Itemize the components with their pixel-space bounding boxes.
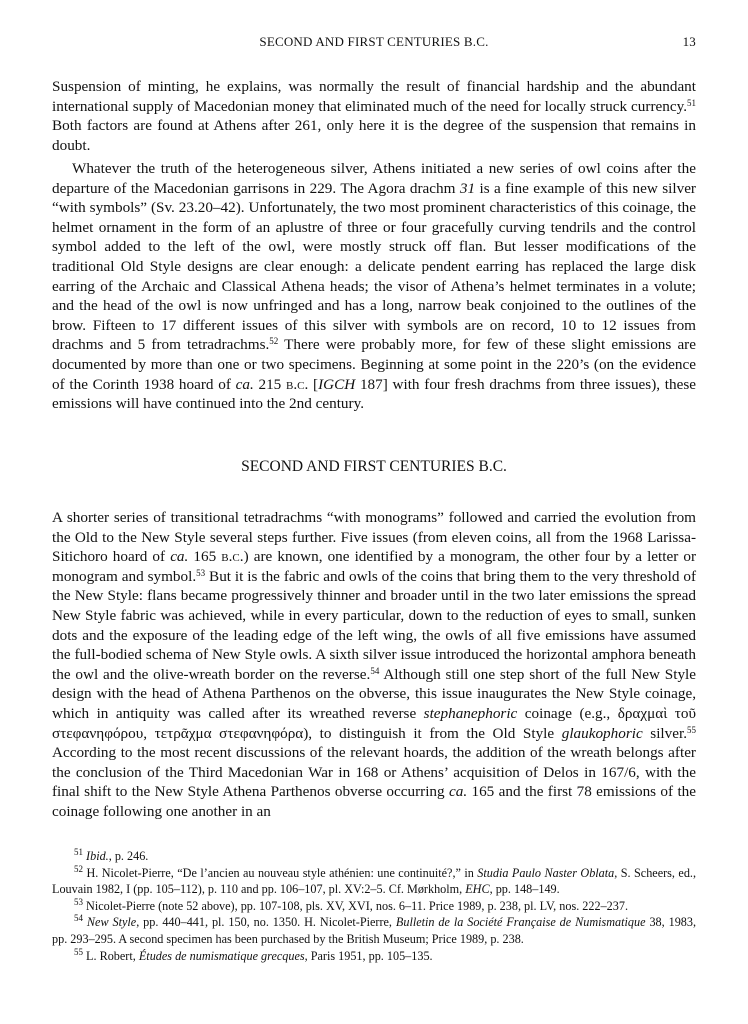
text-run: coinage (e.g., δραχμαὶ τοῦ στεφανηφόρου, τετρᾶχμα στεφανηφόρα), to distinguish it from the Old Style [52,704,696,742]
text-run: 165 and the first 78 emissions of the coinage following one another in an [52,783,696,820]
footnote-number: 52 [74,863,83,874]
small-caps-text: b.c. [286,375,309,393]
footnotes [52,848,696,964]
text-run: , pp. 440–441, pl. 150, no. 1350. H. Nicolet-Pierre, [136,915,396,930]
text-run: silver. [642,724,687,742]
text-run: Whatever the truth of the heterogeneous silver, Athens initiated a new series of owl coins after the departure of the Macedonian garrisons in 229. The Agora drachm [52,160,696,197]
running-title: SECOND AND FIRST CENTURIES B.C. [259,34,489,49]
text-run: , Paris 1951, pp. 105–135. [304,948,433,963]
text-run: H. Nicolet-Pierre, “De l’ancien au nouveau style athénien: une continuité?,” in [83,865,478,880]
text-run: According to the most recent discussions of the relevant hoards, the addition of the wreath belongs after the conclusion of the Third Macedonian War in 168 or Athens’ acquisition of Delos in 167/6, with the final shift to the New Style Athena Parthenos obverse occurring [52,744,696,801]
page-number: 13 [682,34,696,49]
text-run: There were probably more, for few of these slight emissions are documented by more than one or two specimens. Beginning at some point in the 220’s (on the evidence of the Corinth 1938 hoard of [52,336,696,393]
footnote-53 [52,898,696,915]
footnote-51 [52,848,696,865]
footnote-52 [52,865,696,898]
italic-text: ca. [235,375,254,393]
italic-text: Studia Paulo Naster Oblata [477,865,615,880]
italic-text: EHC [465,882,490,897]
footnote-ref-55[interactable]: 55 [687,724,696,735]
italic-text: Ibid. [86,849,109,863]
paragraph-1 [52,77,696,155]
text-run: Both factors are found at Athens after 261, only here it is the degree of the suspension that remains in doubt. [52,117,696,154]
italic-text: ca. [448,783,468,801]
section-heading: SECOND AND FIRST CENTURIES B.C. [241,458,507,475]
text-run: , pp. 148–149. [489,882,560,897]
text-run: is a fine example of this new silver “with symbols” (Sv. 23.20–42). Unfortunately, the two most prominent characteristics of this coinage, the helmet ornament in the form of an aplustre of three or four gracefully curving tendrils and the control symbol added to the left of the owl, were mostly struck off flan. But lesser modifications of the traditional Old Style designs are clear enough: a delicate pendent earring has replaced the large disk earring of the Archaic and Classical Athena heads; the visor of Athena’s helmet terminates in a volute; and the head of the owl is now unfringed and has a long, narrow beak conjoined to the outlines of the brow. Fifteen to 17 different issues of this silver with symbols are on record, 10 to 12 issues from drachms and 5 from tetradrachms. [52,179,696,354]
italic-text: glaukophoric [561,724,643,742]
text-run: Nicolet-Pierre (note 52 above), pp. 107-108, pls. XV, XVI, nos. 6–11. Price 1989, p. 238, pl. LV, nos. 222–237. [83,898,628,913]
footnote-ref-52[interactable]: 52 [269,336,279,347]
text-run: , p. 246. [108,849,149,863]
footnote-number: 53 [74,896,83,907]
text-run: [ [308,375,319,393]
text-run: , S. Scheers, ed., Louvain 1982, I (pp. 105–112), p. 110 and pp. 106–107, pl. XV:2–5. Cf. Mørkholm, [52,865,697,897]
footnote-number: 51 [74,847,83,858]
text-run: But it is the fabric and owls of the coins that bring them to the very threshold of the New Style: flans became progressively thinner and broader until in the two later emissions the spread New Style fabric was achieved, while in every particular, down to the reduction of eyes to small, sunken dots and the exposure of the leading edge of the left wing, the owls of all five emissions have assumed the full-bodied schema of New Style owls. A sixth silver issue introduced the horizontal amphora beneath the owl and the olive-wreath border on the reverse. [52,567,697,683]
text-run: A shorter series of transitional tetradrachms “with monograms” followed and carried the evolution from the Old to the New Style several steps further. Five issues (from eleven coins, all from the 1968 Larissa-Sitichoro hoard of [52,509,696,566]
text-run: L. Robert, [83,948,139,963]
text-run: Suspension of minting, he explains, was normally the result of financial hardship and the abundant international supply of Macedonian money that eliminated much of the need for locally struck currency. [52,78,696,115]
footnote-ref-53[interactable]: 53 [196,567,206,578]
text-run: ) are known, one identified by a monogram, the other four by a letter or monogram and symbol. [52,548,697,585]
catalog-number: 31 [459,179,476,197]
paragraph-2 [52,159,696,414]
italic-text: New Style [86,915,137,930]
footnote-number: 54 [74,913,83,924]
italic-text: Bulletin de la Société Française de Numismatique [395,915,646,930]
footnote-55 [52,948,696,965]
text-run: 38, 1983, pp. 293–295. A second specimen has been purchased by the British Museum; Price 1989, p. 238. [52,915,697,946]
small-caps-text: b.c. [221,548,244,566]
footnote-ref-54[interactable]: 54 [370,665,380,676]
text-run: 215 [253,375,287,393]
text-run: 187] with four fresh drachms from three issues), these emissions will have continued into the 2nd century. [52,375,696,413]
italic-text: Études de numismatique grecques [138,948,305,963]
paragraph-3 [52,508,696,822]
running-head [52,34,696,52]
footnote-number: 55 [74,946,83,957]
footnote-54 [52,914,696,947]
text-run: 165 [188,548,222,566]
footnote-ref-51[interactable]: 51 [687,97,696,108]
italic-text: IGCH [318,375,356,393]
text-run: Although still one step short of the full New Style design with the head of Athena Parthenos on the obverse, this issue inaugurates the New Style coinage, which in antiquity was called after its wreathed reverse [52,665,696,722]
italic-text: ca. [170,548,189,566]
italic-text: stephanephoric [423,704,518,722]
